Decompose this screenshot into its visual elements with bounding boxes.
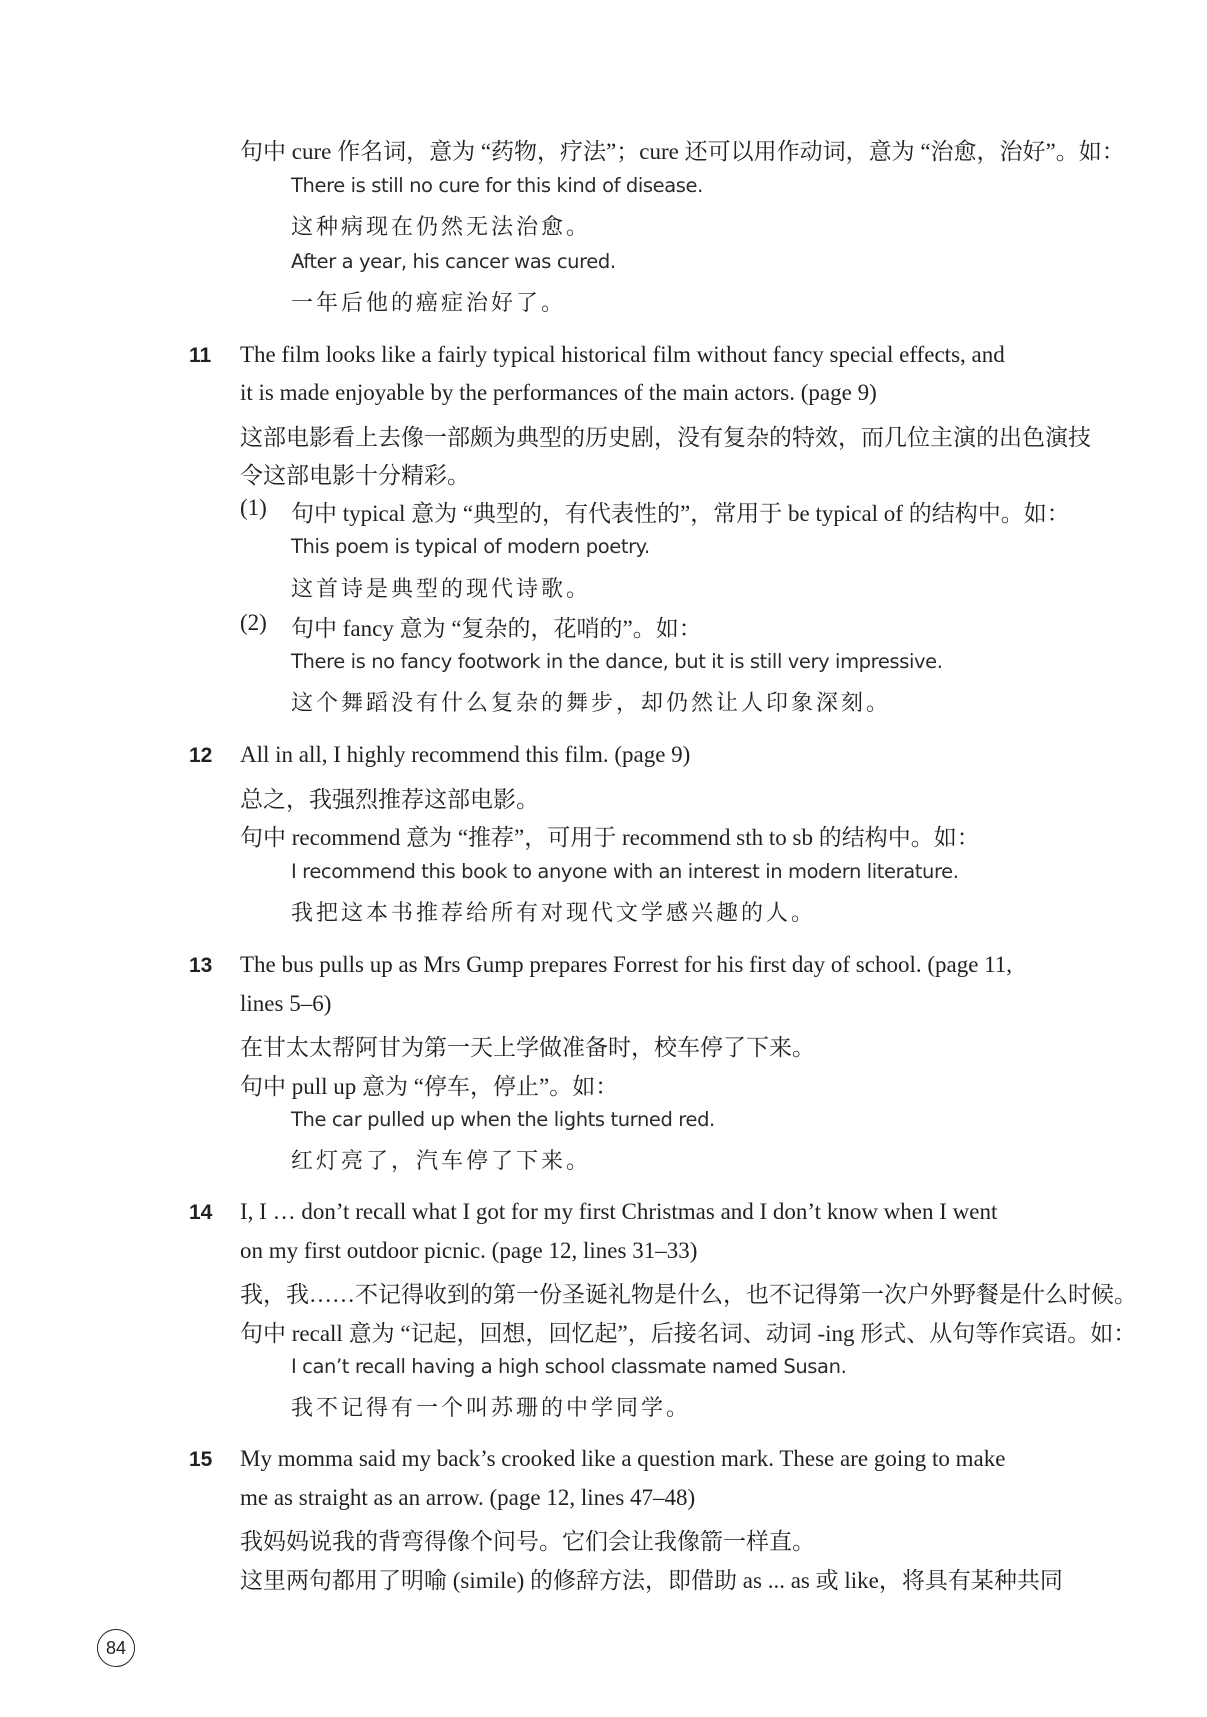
item-sentence: on my first outdoor picnic. (page 12, lines 31–33) — [240, 1238, 698, 1263]
item-translation: 我妈妈说我的背弯得像个问号。它们会让我像箭一样直。 — [240, 1529, 815, 1554]
example-english: This poem is typical of modern poetry. — [291, 535, 650, 558]
sub-marker: (2) — [240, 610, 267, 635]
sub-note: 句中 fancy 意为 “复杂的，花哨的”。如： — [291, 616, 702, 641]
example-english: After a year, his cancer was cured. — [291, 250, 616, 273]
example-chinese: 这个舞蹈没有什么复杂的舞步，却仍然让人印象深刻。 — [291, 690, 892, 715]
item-translation: 这部电影看上去像一部颇为典型的历史剧，没有复杂的特效，而几位主演的出色演技 — [240, 425, 1091, 450]
item-note: 句中 pull up 意为 “停车，停止”。如： — [240, 1074, 619, 1099]
example-chinese: 这种病现在仍然无法治愈。 — [291, 214, 592, 239]
item-sentence: The bus pulls up as Mrs Gump prepares Forrest for his first day of school. (page 11, — [240, 952, 1013, 977]
item-translation: 我，我……不记得收到的第一份圣诞礼物是什么，也不记得第一次户外野餐是什么时候。 — [240, 1282, 1137, 1307]
item-note: 句中 recall 意为 “记起，回想，回忆起”，后接名词、动词 -ing 形式、从句等作宾语。如： — [240, 1321, 1137, 1346]
example-english: There is still no cure for this kind of disease. — [291, 174, 703, 197]
item-number: 13 — [189, 954, 213, 977]
item-number: 12 — [189, 744, 213, 767]
item-number: 14 — [189, 1201, 213, 1224]
example-chinese: 我把这本书推荐给所有对现代文学感兴趣的人。 — [291, 900, 817, 925]
page-number: 84 — [97, 1629, 135, 1667]
example-chinese: 这首诗是典型的现代诗歌。 — [291, 576, 592, 601]
item-sentence: me as straight as an arrow. (page 12, lines 47–48) — [240, 1485, 696, 1510]
item-translation: 令这部电影十分精彩。 — [240, 463, 470, 488]
item-sentence: I, I … don’t recall what I got for my first Christmas and I don’t know when I went — [240, 1199, 998, 1224]
item-note: 这里两句都用了明喻 (simile) 的修辞方法，即借助 as ... as 或 like，将具有某种共同 — [240, 1568, 1063, 1593]
item-number: 11 — [189, 344, 212, 367]
example-chinese: 一年后他的癌症治好了。 — [291, 290, 567, 315]
example-english: I can’t recall having a high school classmate named Susan. — [291, 1355, 847, 1378]
intro-note: 句中 cure 作名词，意为 “药物，疗法”；cure 还可以用作动词，意为 “治愈，治好”。如： — [240, 139, 1125, 164]
item-sentence: My momma said my back’s crooked like a question mark. These are going to make — [240, 1446, 1006, 1471]
item-sentence: All in all, I highly recommend this film. (page 9) — [240, 742, 691, 767]
item-translation: 总之，我强烈推荐这部电影。 — [240, 787, 539, 812]
item-translation: 在甘太太帮阿甘为第一天上学做准备时，校车停了下来。 — [240, 1035, 815, 1060]
example-english: There is no fancy footwork in the dance, but it is still very impressive. — [291, 650, 943, 673]
sub-note: 句中 typical 意为 “典型的，有代表性的”，常用于 be typical of 的结构中。如： — [291, 501, 1070, 526]
item-note: 句中 recommend 意为 “推荐”，可用于 recommend sth to sb 的结构中。如： — [240, 825, 980, 850]
example-chinese: 我不记得有一个叫苏珊的中学同学。 — [291, 1395, 692, 1420]
sub-marker: (1) — [240, 495, 267, 520]
example-english: I recommend this book to anyone with an interest in modern literature. — [291, 860, 959, 883]
item-sentence: The film looks like a fairly typical historical film without fancy special effects, and — [240, 342, 1005, 367]
example-chinese: 红灯亮了，汽车停了下来。 — [291, 1148, 592, 1173]
example-english: The car pulled up when the lights turned red. — [291, 1108, 715, 1131]
item-sentence: it is made enjoyable by the performances of the main actors. (page 9) — [240, 380, 877, 405]
item-sentence: lines 5–6) — [240, 991, 332, 1016]
item-number: 15 — [189, 1448, 213, 1471]
